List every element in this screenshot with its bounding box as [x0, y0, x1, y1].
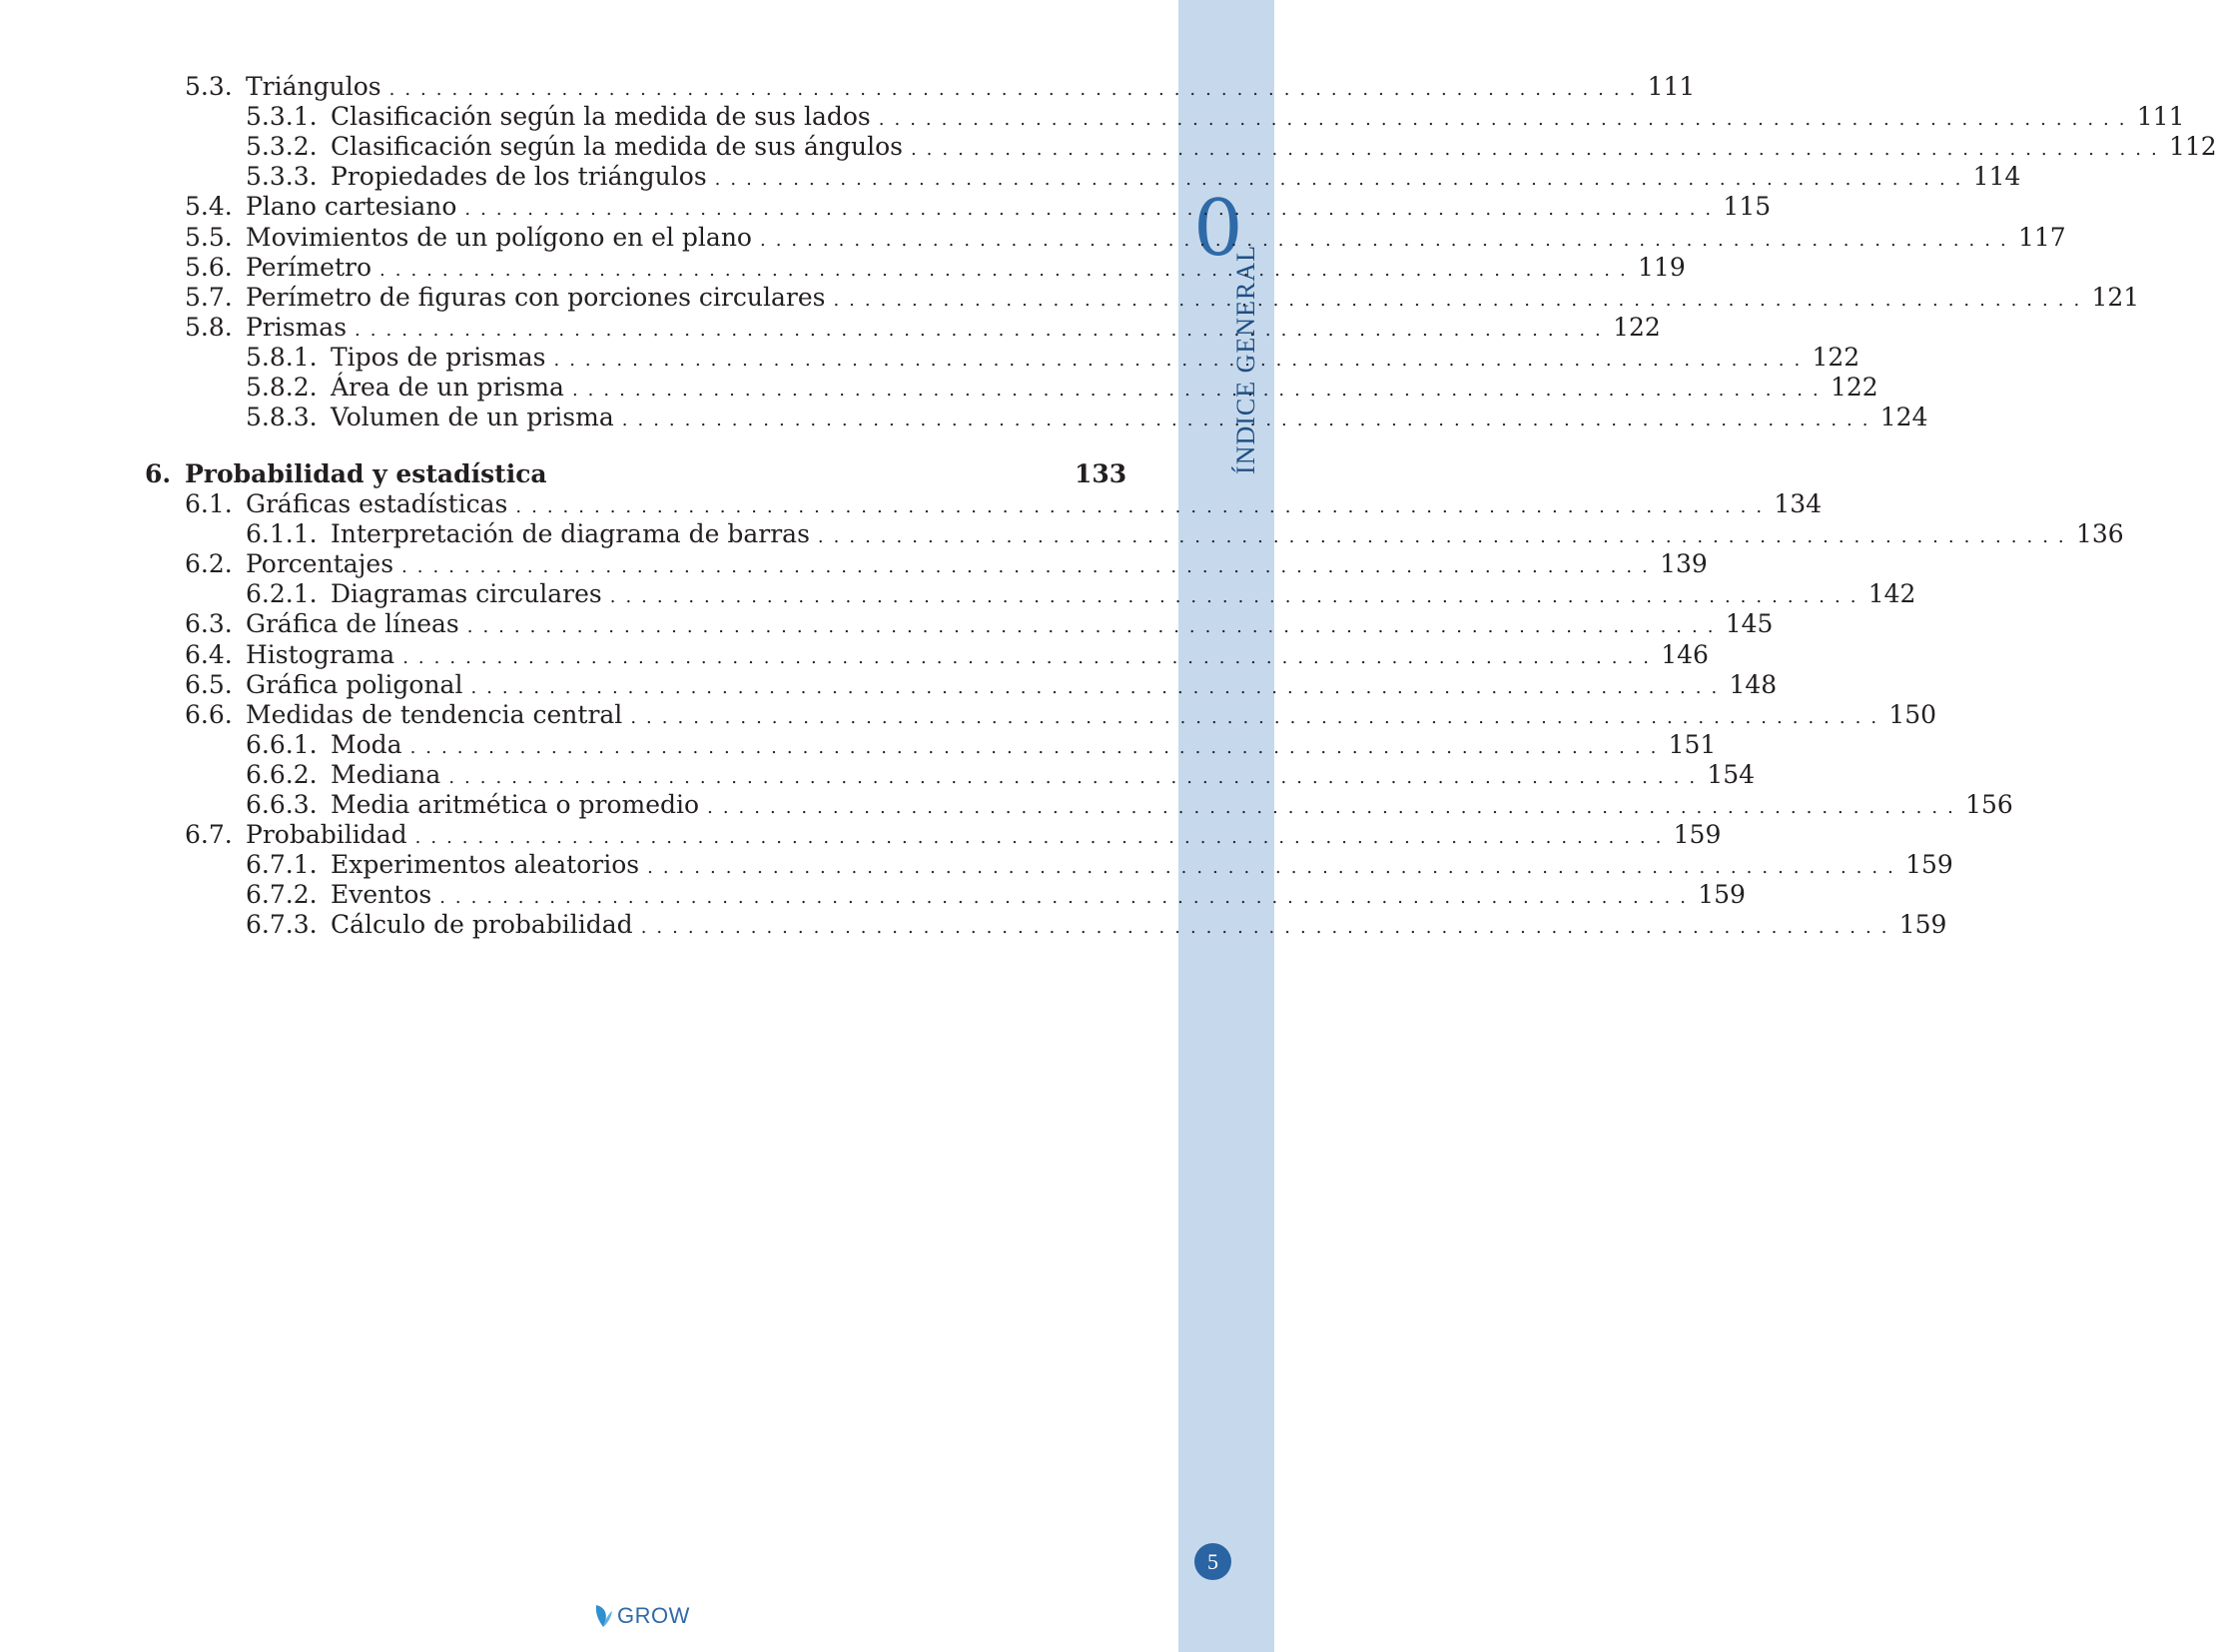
toc-entry-title: Plano cartesiano — [246, 192, 457, 222]
toc-dot-leader: ................................................................................ — [464, 199, 1722, 221]
toc-entry-title: Área de un prisma — [331, 373, 564, 402]
toc-dot-leader: ................................................................................ — [466, 616, 1724, 638]
toc-entry-page: 121 — [2091, 282, 2140, 312]
toc-subsection-entry[interactable] — [246, 342, 1860, 373]
toc-section-entry[interactable] — [185, 669, 1778, 700]
toc-entry-number: 6.6.1. — [246, 729, 318, 759]
toc-entry-number: 6.7. — [185, 820, 233, 850]
toc-dot-leader: ................................................................................ — [402, 646, 1659, 668]
toc-entry-number: 6.6. — [185, 699, 233, 729]
toc-dot-leader: ................................................................................ — [401, 556, 1658, 578]
toc-entry-number: 6.2.1. — [246, 579, 318, 609]
toc-dot-leader: ................................................................................ — [609, 586, 1866, 608]
toc-entry-title: Mediana — [331, 759, 441, 789]
toc-section-entry[interactable] — [185, 222, 2066, 253]
toc-dot-leader: ................................................................................ — [640, 917, 1897, 939]
toc-dot-leader: ................................................................................ — [409, 736, 1667, 758]
toc-entry-number: 5.5. — [185, 222, 233, 252]
toc-entry-page: 111 — [2136, 102, 2185, 132]
toc-subsection-entry[interactable] — [246, 850, 1953, 880]
toc-section-entry[interactable] — [185, 820, 1722, 850]
toc-entry-number: 6.7.3. — [246, 910, 318, 940]
toc-section-entry[interactable] — [185, 489, 1823, 519]
toc-subsection-entry[interactable] — [246, 910, 1947, 940]
toc-entry-number: 5.8. — [185, 312, 233, 342]
toc-section-entry[interactable] — [185, 549, 1708, 579]
toc-entry-title: Diagramas circulares — [331, 579, 602, 609]
toc-subsection-entry[interactable] — [246, 373, 1878, 403]
toc-entry-page: 142 — [1867, 579, 1916, 609]
toc-dot-leader: ................................................................................ — [515, 496, 1773, 517]
toc-entry-number: 6.6.3. — [246, 790, 318, 819]
toc-entry-number: 5.8.1. — [246, 342, 318, 372]
toc-entry-title: Clasificación según la medida de sus lados — [331, 102, 871, 132]
toc-entry-title: Volumen de un prisma — [331, 403, 614, 432]
toc-entry-page: 154 — [1707, 759, 1756, 789]
toc-entry-number: 6.7.2. — [246, 880, 318, 910]
toc-entry-title: Gráficas estadísticas — [246, 489, 508, 518]
toc-dot-leader: ................................................................................ — [817, 526, 2074, 548]
toc-entry-page: 136 — [2075, 519, 2124, 549]
footer-logo-text: GROW — [617, 1603, 690, 1628]
toc-section-entry[interactable] — [185, 609, 1774, 639]
toc-entry-title: Movimientos de un polígono en el plano — [246, 222, 752, 252]
toc-dot-leader: ................................................................................ — [910, 139, 2167, 161]
toc-entry-number: 6.6.2. — [246, 759, 318, 789]
toc-entry-title: Medidas de tendencia central — [246, 699, 623, 729]
toc-subsection-entry[interactable] — [246, 162, 2021, 192]
chapter-number: 0 — [1193, 184, 1243, 274]
toc-dot-leader: ................................................................................ — [470, 676, 1728, 698]
toc-subsection-entry[interactable] — [246, 759, 1756, 790]
toc-entry-title: Histograma — [246, 639, 395, 669]
toc-dot-leader: ................................................................................ — [878, 109, 2135, 131]
toc-entry-number: 5.8.3. — [246, 403, 318, 432]
toc-section-entry[interactable] — [185, 72, 1696, 102]
toc-entry-title: Experimentos aleatorios — [331, 850, 640, 880]
toc-entry-title: Probabilidad — [246, 820, 407, 850]
toc-entry-title: Clasificación según la medida de sus ángulos — [331, 132, 903, 162]
toc-subsection-entry[interactable] — [246, 880, 1746, 910]
toc-entry-number: 6.1. — [185, 489, 233, 518]
toc-entry-number: 5.7. — [185, 282, 233, 312]
toc-subsection-entry[interactable] — [246, 790, 2013, 820]
toc-dot-leader: ................................................................................ — [630, 706, 1887, 728]
toc-chapter-page: 133 — [1075, 459, 1127, 488]
toc-entry-page: 115 — [1723, 192, 1772, 222]
toc-entry-page: 150 — [1888, 699, 1937, 729]
toc-entry-number: 6.1.1. — [246, 519, 318, 549]
toc-entry-page: 159 — [1698, 880, 1746, 910]
toc-entry-number: 6.2. — [185, 549, 233, 579]
toc-entry-page: 124 — [1879, 403, 1928, 432]
toc-entry-page: 111 — [1647, 72, 1696, 101]
toc-entry-title: Moda — [331, 729, 402, 759]
toc-entry-page: 112 — [2168, 132, 2217, 162]
toc-entry-title: Cálculo de probabilidad — [331, 910, 633, 940]
toc-chapter-title: Probabilidad y estadística — [185, 459, 547, 488]
toc-entry-number: 6.4. — [185, 639, 233, 669]
toc-entry-title: Tipos de prismas — [331, 342, 546, 372]
toc-entry-page: 134 — [1774, 489, 1823, 518]
toc-entry-number: 6.7.1. — [246, 850, 318, 880]
toc-subsection-entry[interactable] — [246, 579, 1916, 609]
toc-section-entry[interactable] — [185, 699, 1937, 730]
toc-entry-page: 159 — [1673, 820, 1722, 850]
toc-entry-title: Perímetro de figuras con porciones circulares — [246, 282, 826, 312]
toc-section-entry[interactable] — [185, 312, 1661, 343]
toc-entry-page: 145 — [1725, 609, 1774, 639]
chapter-title: ÍNDICE GENERAL — [1231, 245, 1260, 474]
toc-entry-page: 119 — [1638, 252, 1686, 282]
toc-entry-number: 5.3.1. — [246, 102, 318, 132]
toc-entry-number: 5.3.2. — [246, 132, 318, 162]
toc-dot-leader: ................................................................................ — [448, 766, 1706, 788]
toc-entry-page: 146 — [1661, 639, 1709, 669]
toc-entry-title: Perímetro — [246, 252, 371, 282]
toc-entry-title: Media aritmética o promedio — [331, 790, 700, 819]
toc-entry-title: Eventos — [331, 880, 432, 910]
toc-entry-number: 5.6. — [185, 252, 233, 282]
toc-entry-page: 159 — [1905, 850, 1953, 880]
toc-entry-number: 6.3. — [185, 609, 233, 639]
toc-subsection-entry[interactable] — [246, 102, 2185, 132]
toc-entry-title: Prismas — [246, 312, 348, 342]
page-number-badge: 5 — [1194, 1543, 1231, 1580]
toc-subsection-entry[interactable] — [246, 132, 2217, 162]
toc-dot-leader: ................................................................................ — [553, 349, 1811, 371]
toc-dot-leader: ................................................................................ — [707, 797, 1963, 818]
grow-leaf-icon — [593, 1603, 613, 1629]
toc-entry-number: 6.5. — [185, 669, 233, 699]
toc-entry-page: 148 — [1729, 669, 1778, 699]
toc-entry-page: 159 — [1898, 910, 1947, 940]
toc-entry-page: 122 — [1613, 312, 1661, 342]
toc-dot-leader: ................................................................................ — [439, 887, 1696, 909]
toc-entry-title: Gráfica de líneas — [246, 609, 459, 639]
toc-dot-leader: ................................................................................ — [379, 259, 1636, 281]
toc-dot-leader: ................................................................................ — [759, 229, 2016, 251]
toc-section-entry[interactable] — [185, 639, 1709, 670]
toc-dot-leader: ................................................................................ — [647, 857, 1903, 879]
toc-entry-title: Porcentajes — [246, 549, 394, 579]
toc-chapter-number: 6. — [145, 459, 172, 488]
toc-dot-leader: ................................................................................ — [355, 319, 1611, 341]
toc-section-entry[interactable] — [185, 252, 1686, 283]
toc-subsection-entry[interactable] — [246, 519, 2124, 549]
toc-entry-page: 122 — [1812, 342, 1860, 372]
toc-entry-number: 5.8.2. — [246, 373, 318, 402]
toc-dot-leader: ................................................................................ — [414, 827, 1672, 849]
toc-subsection-entry[interactable] — [246, 403, 1928, 432]
toc-entry-page: 122 — [1830, 373, 1878, 402]
toc-dot-leader: ................................................................................ — [621, 410, 1878, 431]
toc-entry-number: 5.4. — [185, 192, 233, 222]
toc-entry-number: 5.3. — [185, 72, 233, 101]
toc-chapter-entry[interactable] — [145, 459, 1127, 489]
toc-entry-number: 5.3.3. — [246, 162, 318, 192]
toc-entry-page: 114 — [1972, 162, 2021, 192]
toc-entry-title: Gráfica poligonal — [246, 669, 463, 699]
toc-dot-leader: ................................................................................ — [714, 169, 1971, 191]
toc-dot-leader: ................................................................................ — [571, 380, 1829, 401]
footer-logo — [593, 1603, 690, 1629]
toc-entry-page: 156 — [1965, 790, 2013, 819]
toc-dot-leader: ................................................................................ — [388, 79, 1646, 100]
toc-entry-title: Interpretación de diagrama de barras — [331, 519, 810, 549]
toc-entry-page: 117 — [2018, 222, 2066, 252]
toc-dot-leader: ................................................................................ — [833, 289, 2090, 311]
toc-subsection-entry[interactable] — [246, 729, 1717, 760]
toc-entry-page: 151 — [1668, 729, 1717, 759]
toc-section-entry[interactable] — [185, 282, 2140, 313]
toc-entry-title: Triángulos — [246, 72, 381, 101]
toc-entry-title: Propiedades de los triángulos — [331, 162, 707, 192]
toc-entry-page: 139 — [1660, 549, 1708, 579]
toc-section-entry[interactable] — [185, 192, 1772, 222]
